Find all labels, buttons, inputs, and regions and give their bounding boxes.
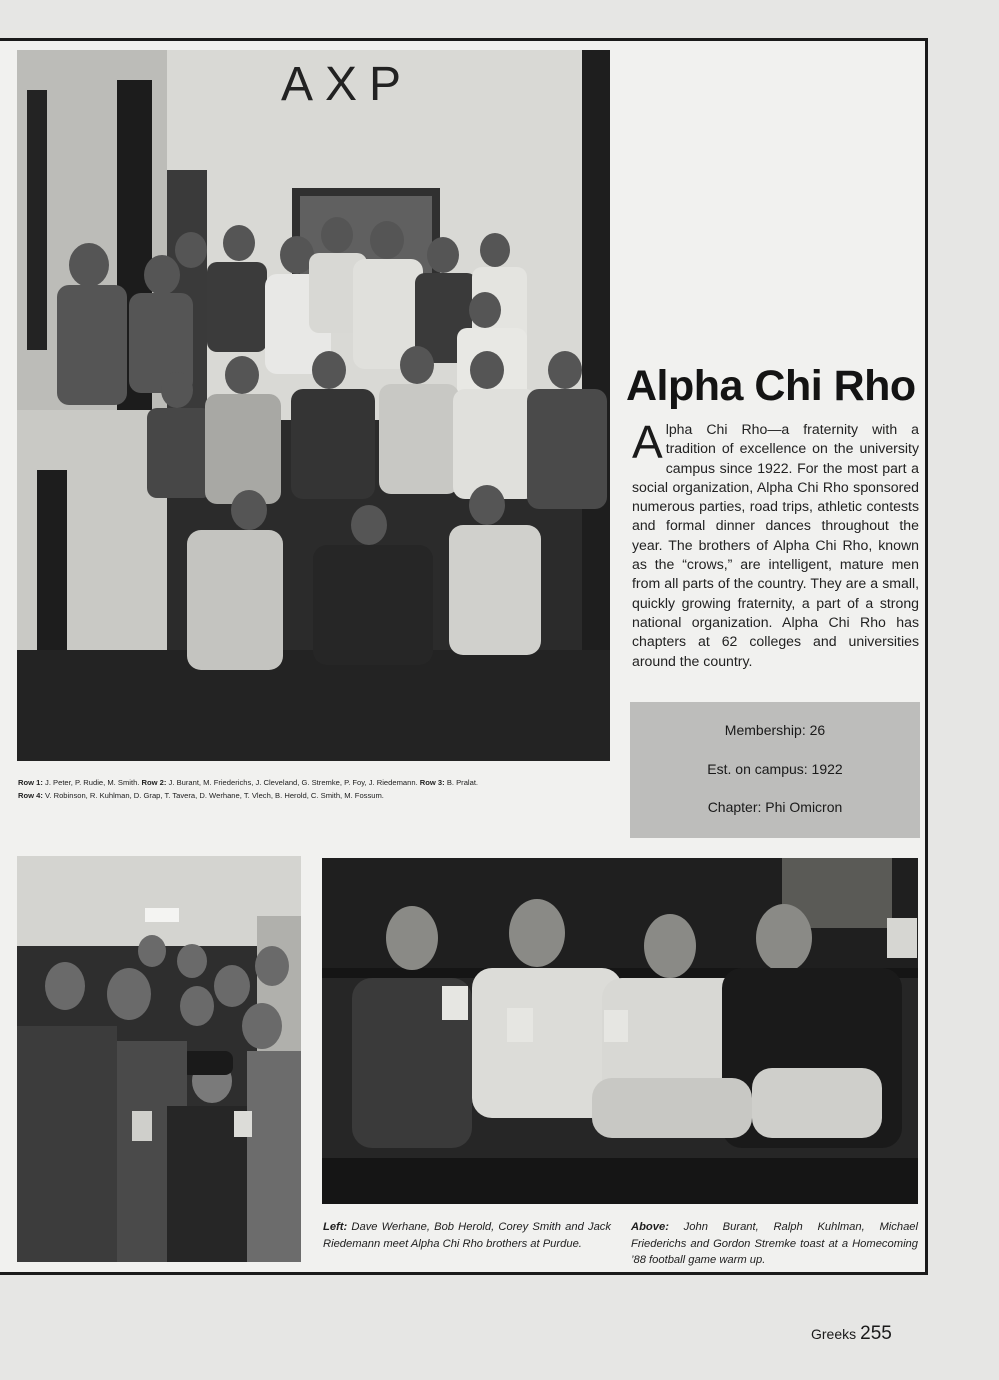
page-footer bbox=[811, 1323, 892, 1345]
group-photo bbox=[17, 50, 610, 761]
article-text: lpha Chi Rho—a fraternity with a tradition of excellence on the university campus since 1922. For the most part a social organization, Alpha Chi Rho sponsored numerous parties, road trips, athletic contests and formal dinner dances throughout the year. The brothers of Alpha Chi Rho, known as the “crows,” are intelligent, mature men from all parts of the country. They are a small, quickly growing fraternity, a part of a strong national organization. Alpha Chi Rho has chapters at 62 colleges and universities around the country. bbox=[632, 421, 919, 669]
caption-row2: J. Burant, M. Friederichs, J. Cleveland, G. Stremke, P. Foy, J. Riedemann. bbox=[166, 778, 420, 787]
caption-row1: J. Peter, P. Rudie, M. Smith. bbox=[42, 778, 142, 787]
caption-row2-label: Row 2: bbox=[141, 778, 167, 787]
membership-count: Membership: 26 bbox=[724, 722, 826, 738]
house-letters: AXP bbox=[280, 58, 414, 111]
caption-row3: B. Pralat. bbox=[444, 778, 479, 787]
caption-above bbox=[631, 1219, 918, 1269]
caption-above-label: Above: bbox=[631, 1221, 669, 1233]
party-photo-right bbox=[322, 858, 918, 1204]
footer-section: Greeks bbox=[811, 1326, 857, 1342]
caption-left bbox=[323, 1219, 611, 1252]
article-body bbox=[632, 416, 919, 671]
drop-cap: A bbox=[632, 416, 663, 468]
page-number: 255 bbox=[860, 1323, 892, 1344]
page-title: Alpha Chi Rho bbox=[626, 362, 916, 410]
caption-row1-label: Row 1: bbox=[18, 778, 43, 787]
chapter-name: Chapter: Phi Omicron bbox=[707, 799, 843, 815]
party-photo-left bbox=[17, 856, 301, 1262]
group-photo-caption bbox=[18, 776, 618, 802]
info-box bbox=[630, 702, 920, 838]
caption-left-label: Left: bbox=[323, 1221, 348, 1233]
caption-row4: V. Robinson, R. Kuhlman, D. Grap, T. Tavera, D. Werhane, T. Vlech, B. Herold, C. Smith, M. Fossum. bbox=[42, 791, 384, 800]
caption-left-text: Dave Werhane, Bob Herold, Corey Smith and Jack Riedemann meet Alpha Chi Rho brothers at Purdue. bbox=[323, 1221, 611, 1250]
caption-row3-label: Row 3: bbox=[419, 778, 445, 787]
caption-row4-label: Row 4: bbox=[18, 791, 43, 800]
established-year: Est. on campus: 1922 bbox=[707, 760, 843, 777]
caption-above-text: John Burant, Ralph Kuhlman, Michael Friederichs and Gordon Stremke toast at a Homecoming ’88 football game warm up. bbox=[631, 1221, 918, 1266]
